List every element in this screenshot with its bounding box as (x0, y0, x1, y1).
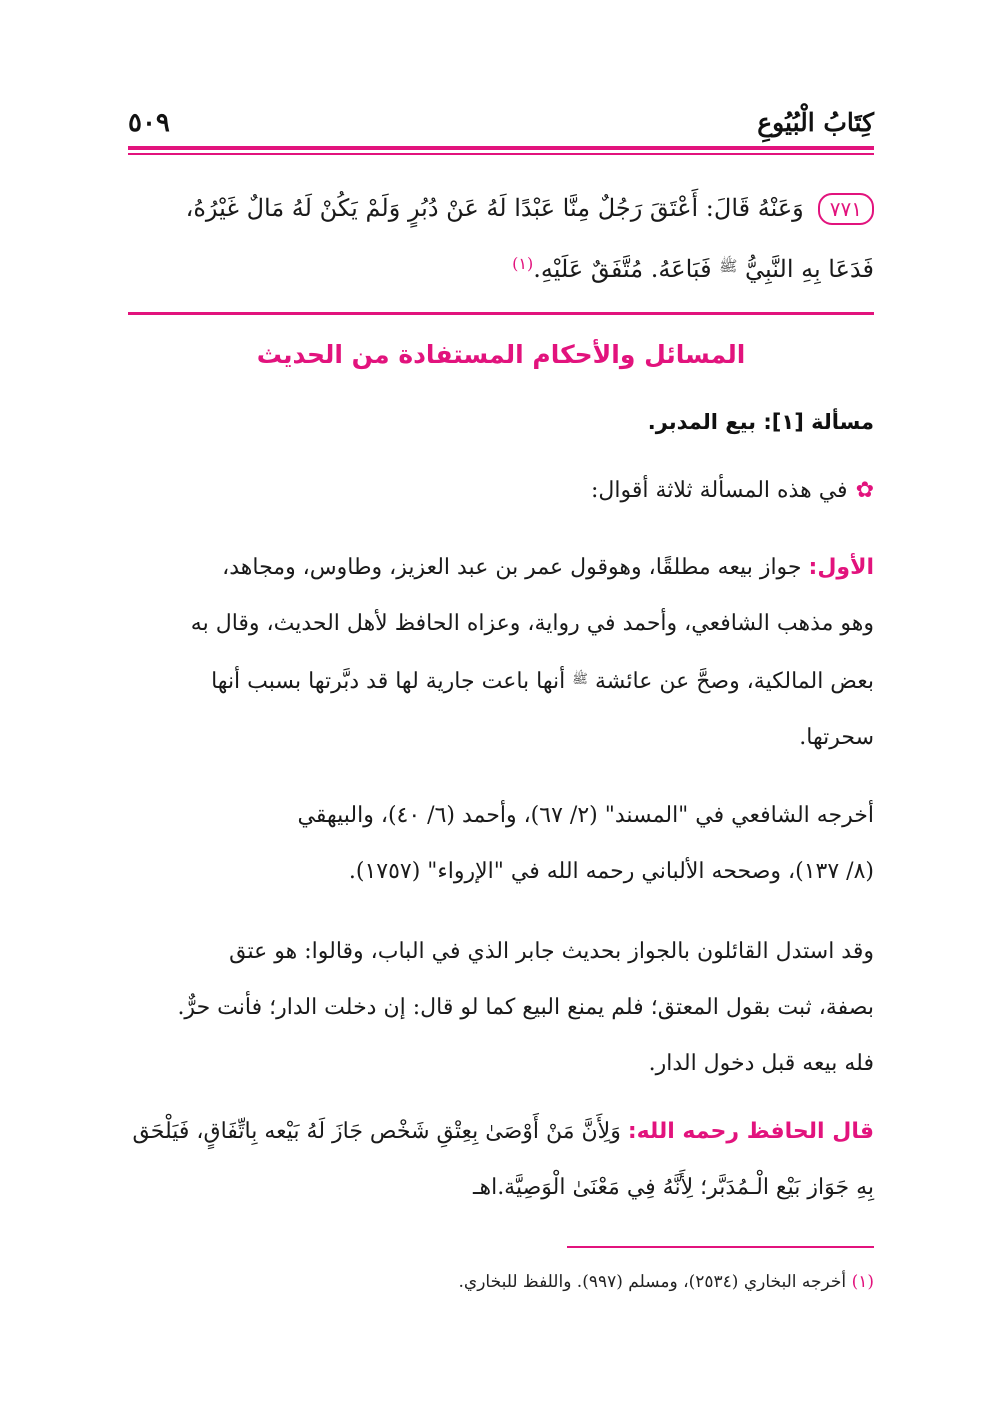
p2-line-1: أخرجه الشافعي في "المسند" (٢/ ٦٧)، وأحمد (٦/ ٤٠)، والبيهقي (297, 803, 874, 828)
p1-line-3 (128, 652, 874, 710)
hadith-line-1-text: وَعَنْهُ قَالَ: أَعْتَقَ رَجُلٌ مِنَّا عَبْدًا لَهُ عَنْ دُبُرٍ وَلَمْ يَكُنْ لَهُ مَالٌ غَيْرُهُ، (185, 194, 804, 222)
prophet-honorific-icon: ﷺ (719, 257, 738, 275)
p4-line-1 (128, 1104, 874, 1160)
footnote-text: أخرجه البخاري (٢٥٣٤)، ومسلم (٩٩٧). واللفظ للبخاري. (458, 1272, 847, 1292)
p1-line-1 (128, 540, 874, 596)
page-header (128, 108, 874, 148)
section-heading: المسائل والأحكام المستفادة من الحديث (256, 340, 746, 369)
book-title: كِتَابُ الْبُيُوعِ (757, 108, 874, 137)
p1-text-1: جواز بيعه مطلقًا، وهوقول عمر بن عبد العزيز، وطاوس، ومجاهد، (222, 555, 802, 580)
p1-text-3a: بعض المالكية، وصحَّ عن عائشة (594, 669, 874, 694)
header-rule-thin (128, 153, 874, 155)
p1-text-3b: أنها باعت جارية لها قد دبَّرتها بسبب أنها (211, 669, 566, 694)
issue-title: مسألة [١]: بيع المدبر. (647, 410, 874, 434)
hadith-number-badge: ٧٧١ (818, 193, 874, 225)
honorific-icon: ﷺ (572, 672, 588, 687)
section-divider (128, 312, 874, 315)
intro-text: في هذه المسألة ثلاثة أقوال: (591, 478, 848, 503)
p4-lead: قال الحافظ رحمه الله: (627, 1119, 874, 1144)
paragraph-evidence (128, 924, 874, 1092)
paragraph-hafiz-quote (128, 1104, 874, 1216)
p3-line-1: وقد استدل القائلون بالجواز بحديث جابر الذي في الباب، وقالوا: هو عتق (229, 939, 874, 964)
hadith-line-1 (128, 180, 874, 236)
hadith-line-2-after: فَبَاعَهُ. مُتَّفَقٌ عَلَيْهِ. (533, 255, 712, 283)
hadith-line-2-before: فَدَعَا بِهِ النَّبِيُّ (745, 255, 874, 283)
p2-line-2: (٨/ ١٣٧)، وصححه الألباني رحمه الله في "الإرواء" (١٧٥٧). (348, 859, 874, 884)
p1-line-4: سحرتها. (799, 725, 874, 750)
footnote-rule (567, 1246, 874, 1248)
paragraph-takhrij (128, 788, 874, 900)
hadith-line-2 (128, 236, 874, 297)
hadith-text (128, 180, 874, 297)
p3-line-3: فله بيعه قبل دخول الدار. (648, 1051, 874, 1076)
p1-line-2: وهو مذهب الشافعي، وأحمد في رواية، وعزاه الحافظ لأهل الحديث، وقال به (190, 611, 874, 636)
p1-lead: الأول: (808, 555, 874, 580)
page-number: ٥٠٩ (128, 108, 170, 138)
paragraph-first-opinion (128, 540, 874, 766)
intro-line (591, 478, 874, 503)
flower-bullet-icon: ✿ (855, 478, 874, 503)
footnote-number: (١) (851, 1272, 874, 1292)
p4-text-1: وَلِأَنَّ مَنْ أَوْصَىٰ بِعِتْقِ شَخْص جَازَ لَهُ بَيْعه بِاتِّفَاقٍ، فَيَلْحَق (132, 1119, 621, 1144)
p3-line-2: بصفة، ثبت بقول المعتق؛ فلم يمنع البيع كما لو قال: إن دخلت الدار؛ فأنت حرٌّ. (177, 995, 874, 1020)
header-rule-thick (128, 146, 874, 150)
footnote-ref[interactable]: (١) (512, 254, 534, 273)
footnote (459, 1272, 874, 1292)
p4-line-2: بِهِ جَوَاز بَيْع الْـمُدَبَّر؛ لِأَنَّهُ فِي مَعْنَىٰ الْوَصِيَّة.اهـ (473, 1175, 874, 1200)
